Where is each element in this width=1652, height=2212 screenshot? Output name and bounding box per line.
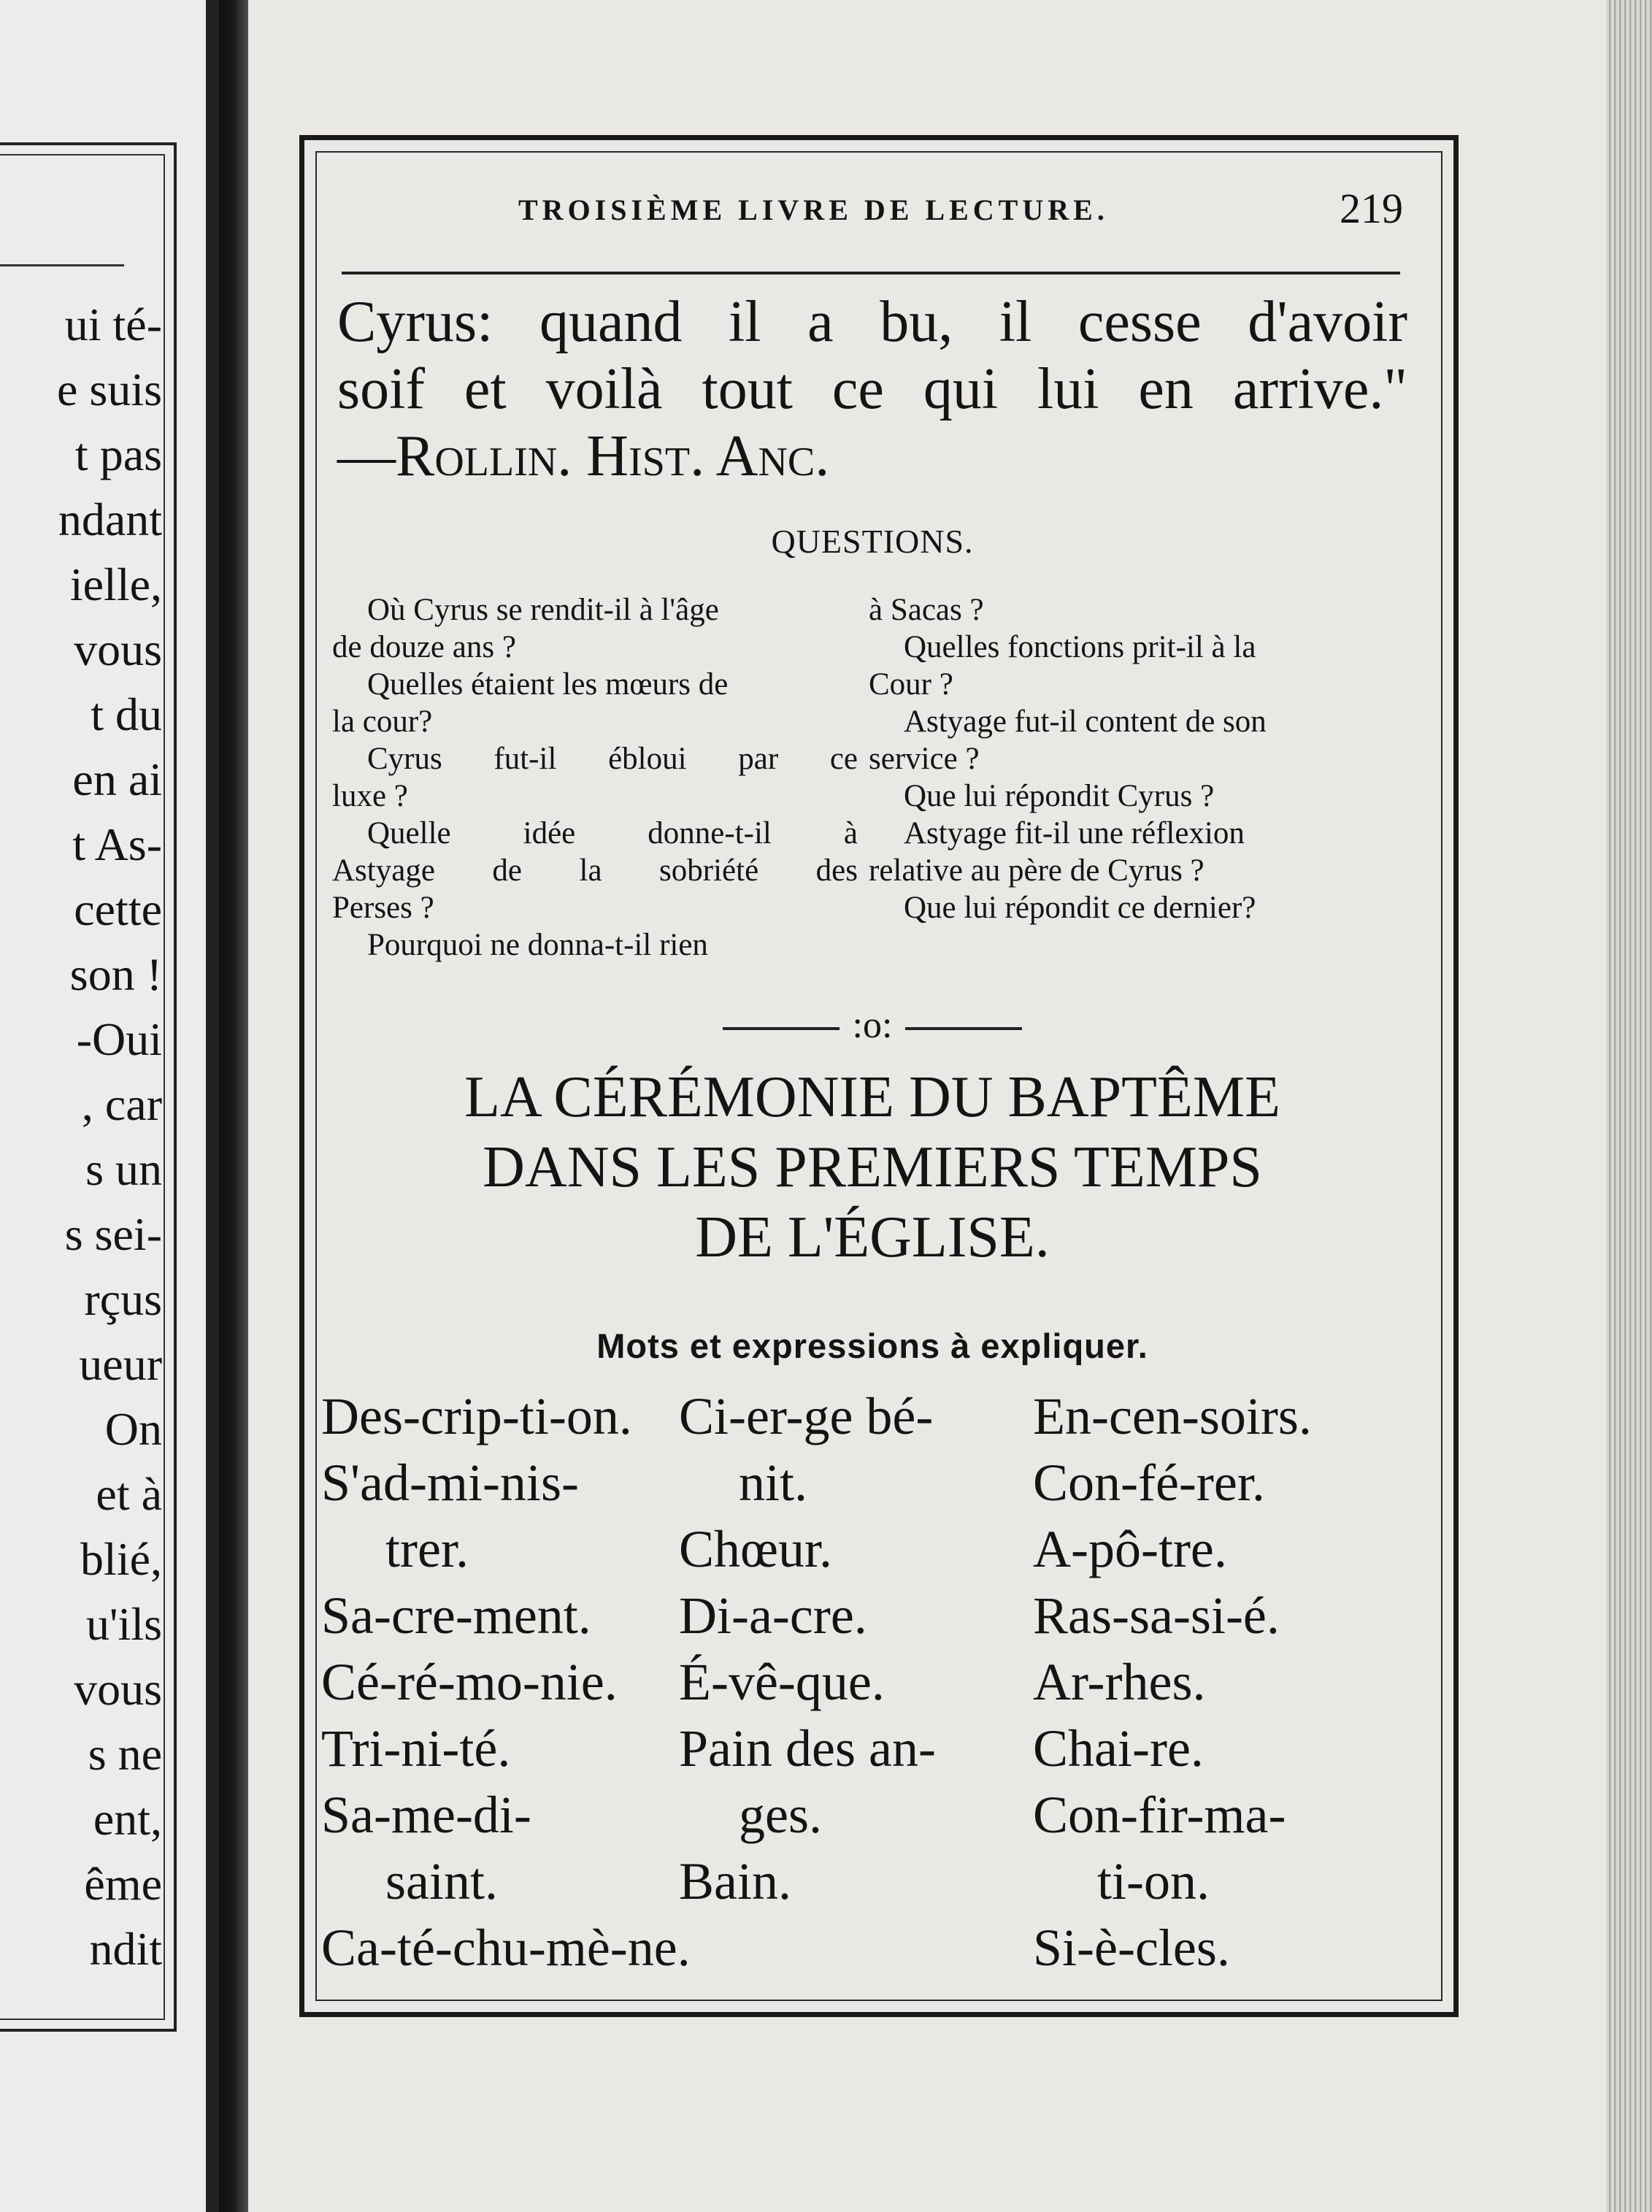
previous-page-line: et à: [96, 1468, 162, 1520]
vocabulary-word: A-pô-tre.: [1033, 1520, 1227, 1578]
vocabulary-word: É-vê-que.: [679, 1653, 885, 1711]
divider-rule-left: [723, 1027, 840, 1030]
previous-page-line: ui té-: [64, 299, 162, 350]
previous-page-line: s un: [85, 1143, 162, 1195]
title-line: DANS LES PREMIERS TEMPS: [483, 1135, 1262, 1199]
page-number: 219: [1340, 185, 1403, 232]
question-line: relative au père de Cyrus ?: [869, 853, 1205, 888]
vocabulary-word: Chai-re.: [1033, 1719, 1204, 1778]
question-line: à Sacas ?: [869, 593, 984, 627]
vocabulary-word: Di-a-cre.: [679, 1586, 867, 1645]
vocabulary-word: Sa-cre-ment.: [321, 1586, 591, 1645]
passage-line: Cyrus: quand il a bu, il cesse d'avoir: [337, 290, 1407, 354]
previous-page-line: t du: [91, 688, 162, 740]
previous-page-line: ueur: [79, 1338, 162, 1390]
vocabulary-word: Des-crip-ti-on.: [321, 1387, 632, 1445]
vocabulary-word: ges.: [739, 1786, 822, 1844]
vocabulary-word: trer.: [385, 1520, 469, 1578]
question-line: Pourquoi ne donna-t-il rien: [367, 928, 708, 962]
previous-page-line: , car: [81, 1078, 162, 1130]
vocabulary-column-2: [679, 1383, 1022, 1915]
question-line: Que lui répondit Cyrus ?: [904, 779, 1215, 813]
vocabulary-word: Con-fir-ma-: [1033, 1786, 1286, 1844]
divider-rule-right: [905, 1027, 1022, 1030]
previous-page-line: en ai: [72, 753, 162, 805]
questions-column-right: [869, 591, 1409, 926]
vocabulary-word: Pain des an-: [679, 1719, 936, 1778]
vocabulary-word: En-cen-soirs.: [1033, 1387, 1312, 1445]
previous-page-line: ielle,: [69, 558, 162, 610]
vocabulary-column-1: [321, 1383, 701, 1981]
title-line: DE L'ÉGLISE.: [695, 1205, 1050, 1270]
question-line: Astyage fit-il une réflexion: [904, 816, 1245, 850]
vocabulary-column-3: [1033, 1383, 1413, 1981]
vocabulary-word: saint.: [385, 1852, 498, 1910]
vocabulary-word: Cé-ré-mo-nie.: [321, 1653, 618, 1711]
previous-page-text: [0, 292, 162, 1981]
attribution: —Rollin. Hist. Anc.: [337, 424, 830, 488]
previous-page-line: vous: [74, 1663, 162, 1715]
vocabulary-word: Ci-er-ge bé-: [679, 1387, 934, 1445]
section-divider: [336, 1004, 1409, 1055]
previous-page: [0, 0, 219, 2212]
header-rule: [342, 272, 1400, 274]
chapter-title: [336, 1062, 1409, 1272]
previous-page-line: ent,: [93, 1793, 162, 1845]
question-line: Perses ?: [332, 891, 434, 925]
previous-page-line: s ne: [88, 1728, 162, 1780]
question-line: Astyage de la sobriété des: [332, 853, 858, 888]
divider-mark: :o:: [852, 1005, 893, 1046]
previous-page-line: cette: [74, 883, 162, 935]
question-line: Que lui répondit ce dernier?: [904, 891, 1256, 925]
previous-page-line: -Oui: [76, 1013, 162, 1065]
previous-page-line: t As-: [72, 818, 162, 870]
question-line: Cyrus fut-il ébloui par ce: [367, 742, 858, 776]
previous-page-line: s sei-: [64, 1208, 162, 1260]
vocabulary-word: Ca-té-chu-mè-ne.: [321, 1919, 691, 1977]
previous-page-line: blié,: [80, 1533, 162, 1585]
questions-column-left: [332, 591, 858, 964]
question-line: service ?: [869, 742, 980, 776]
question-line: de douze ans ?: [332, 630, 516, 664]
vocabulary-word: Si-è-cles.: [1033, 1919, 1230, 1977]
vocabulary-word: Tri-ni-té.: [321, 1719, 511, 1778]
vocabulary-word: Ras-sa-si-é.: [1033, 1586, 1280, 1645]
previous-page-line: vous: [74, 623, 162, 675]
previous-page-line: son !: [69, 948, 162, 1000]
previous-page-line: ndit: [89, 1923, 162, 1975]
book-spine: [206, 0, 219, 2212]
page-header: [336, 185, 1415, 239]
vocabulary-word: Con-fé-rer.: [1033, 1453, 1265, 1512]
question-line: Cour ?: [869, 667, 953, 702]
title-line: LA CÉRÉMONIE DU BAPTÊME: [464, 1065, 1280, 1129]
questions-heading: QUESTIONS.: [771, 523, 974, 560]
question-line: Quelle idée donne-t-il à: [367, 816, 858, 850]
previous-page-header-rule: [0, 264, 124, 266]
passage: [337, 288, 1407, 490]
previous-page-line: ême: [84, 1858, 162, 1910]
question-line: Quelles fonctions prit-il à la: [904, 630, 1256, 664]
questions-section: [332, 591, 1409, 971]
previous-page-line: rçus: [84, 1273, 162, 1325]
vocabulary-word: Ar-rhes.: [1033, 1653, 1206, 1711]
running-head: TROISIÈME LIVRE DE LECTURE.: [518, 193, 1109, 226]
vocabulary-word: ti-on.: [1097, 1852, 1210, 1910]
vocabulary-word: Sa-me-di-: [321, 1786, 531, 1844]
vocabulary-list: [320, 1383, 1415, 1982]
vocabulary-word: Bain.: [679, 1852, 791, 1910]
previous-page-line: t pas: [74, 429, 162, 480]
previous-page-line: u'ils: [86, 1598, 162, 1650]
question-line: Quelles étaient les mœurs de: [367, 667, 729, 702]
previous-page-line: ndant: [58, 494, 162, 545]
previous-page-line: On: [104, 1403, 162, 1455]
previous-page-line: e suis: [57, 364, 162, 415]
question-line: la cour?: [332, 704, 433, 739]
vocabulary-word: Chœur.: [679, 1520, 833, 1578]
passage-line: soif et voilà tout ce qui lui en arrive.": [337, 357, 1407, 421]
vocabulary-word: nit.: [739, 1453, 808, 1512]
question-line: luxe ?: [332, 779, 408, 813]
question-line: Astyage fut-il content de son: [904, 704, 1267, 739]
page-edges: [1606, 0, 1652, 2212]
question-line: Où Cyrus se rendit-il à l'âge: [367, 593, 719, 627]
vocabulary-word: S'ad-mi-nis-: [321, 1453, 579, 1512]
vocabulary-heading: Mots et expressions à expliquer.: [596, 1326, 1148, 1365]
